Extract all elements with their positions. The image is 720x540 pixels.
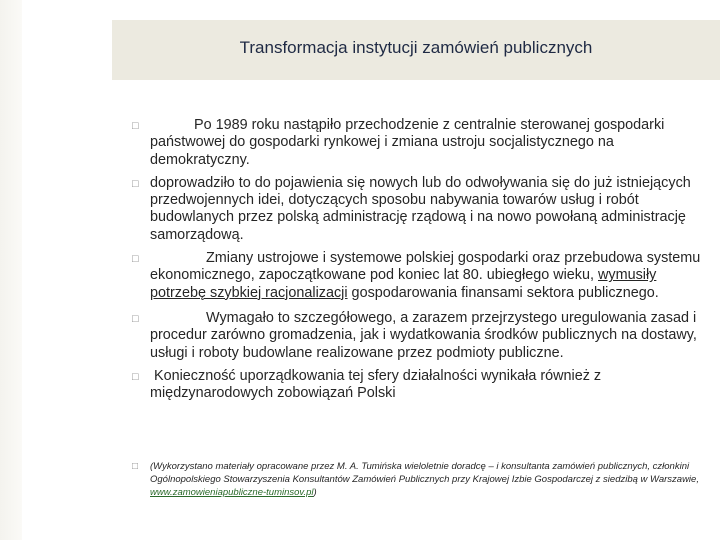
bullet-indent [150, 250, 206, 266]
bullet-text-end: gospodarowania finansami sektora publicznego. [347, 284, 659, 301]
bullet-item-4 [132, 310, 702, 362]
slide-left-frame [0, 0, 22, 540]
bullet-icon: □ [132, 461, 139, 472]
bullet-item-1 [132, 117, 702, 169]
bullet-text: Konieczność uporządkowania tej sfery działalności wynikała również z międzynarodowych zobowiązań Polski [150, 367, 602, 402]
bullet-item-5 [132, 368, 702, 403]
bullet-item-3 [132, 250, 702, 302]
bullet-text: Zmiany ustrojowe i systemowe polskiej gospodarki oraz przebudowa systemu ekonomicznego, zapoczątkowane pod koniec lat 80. ubiegłego wieku, [150, 250, 701, 284]
source-note-item [132, 460, 700, 499]
source-note-text: (Wykorzystano materiały opracowane przez M. A. Tumińska wieloletnie doradcę – i konsultanta zamówień publicznych, członkini Ogólnopolskiego Stowarzyszenia Konsultantów Zamówień Publicznych przy Krajowej Izbie Gospodarczej z siedzibą w Warszawie, [150, 461, 699, 485]
bullet-text: doprowadziło to do pojawienia się nowych lub do odwoływania się do już istniejących przedwojennych idei, dotyczących sposobu nabywania towarów usług i robót budowlanych przez polską administrację rządową i na nowo powołaną administrację samorządową. [150, 174, 691, 243]
underlined-phrase: wymusiły potrzebę szybkiej racjonalizacji [150, 267, 657, 301]
bullet-icon: □ [132, 120, 139, 132]
bullet-icon: □ [132, 253, 139, 266]
bullet-indent [150, 117, 194, 133]
source-link[interactable]: www.zamowieniapubliczne-tuminsov.pl [150, 487, 314, 498]
source-note [132, 460, 700, 499]
bullet-icon: □ [132, 370, 139, 383]
bullet-icon: □ [132, 312, 139, 325]
bullet-indent [150, 310, 206, 326]
bullet-text: Wymagało to szczegółowego, a zarazem przejrzystego uregulowania zasad i procedur zarówno gromadzenia, jak i wydatkowania środków publicznych na dostawy, usługi i roboty budowlane realizowane przez podmioty publiczne. [150, 309, 697, 361]
source-note-close: ) [313, 487, 317, 498]
bullet-list [132, 117, 702, 402]
bullet-icon: □ [132, 177, 139, 190]
bullet-text: Po 1989 roku nastąpiło przechodzenie z centralnie sterowanej gospodarki państwowej do gospodarki rynkowej i zmiana ustroju socjalistycznego na demokratyczny. [150, 117, 665, 168]
slide-title: Transformacja instytucji zamówień publicznych [239, 38, 593, 57]
bullet-item-2 [132, 175, 702, 244]
